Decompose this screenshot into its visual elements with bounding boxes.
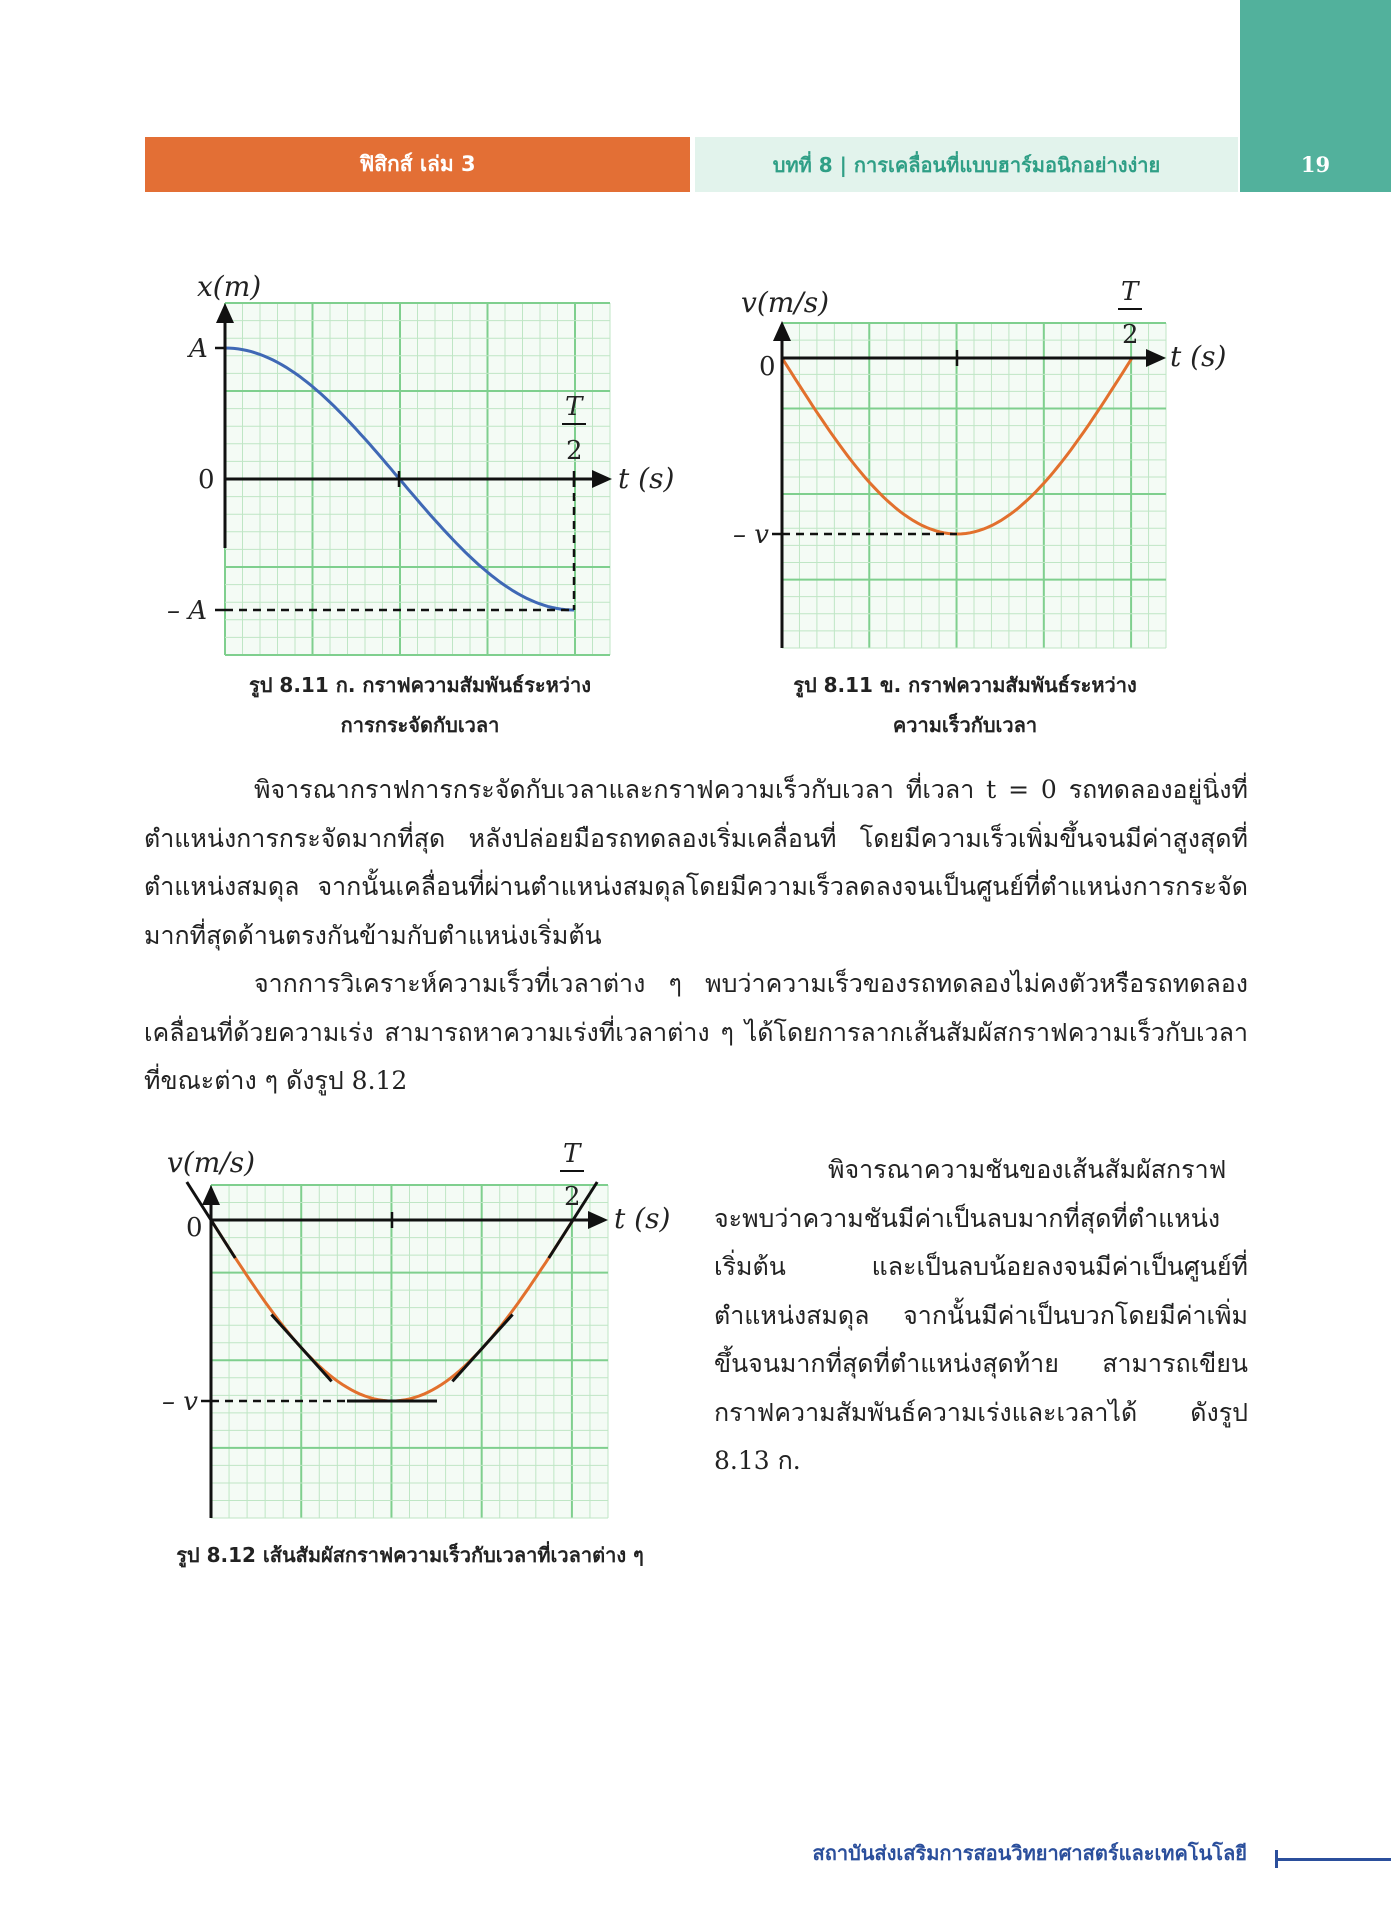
fig-b-x-label: t (s) (1170, 340, 1227, 373)
fig-a-frac-num: T (565, 392, 583, 422)
fig-c-caption: รูป 8.12 เส้นสัมผัสกราฟความเร็วกับเวลาที่เวลาต่าง ๆ (176, 1543, 644, 1567)
fig-b-caption-line2: ความเร็วกับเวลา (892, 713, 1038, 737)
fig-a-x-label: t (s) (618, 462, 675, 495)
fig-c-tick-0: 0 (186, 1213, 203, 1243)
fig-c-y-label: v(m/s) (167, 1146, 256, 1179)
fig-b-caption-line1: รูป 8.11 ข. กราฟความสัมพันธ์ระหว่าง (793, 673, 1137, 697)
fig-a-frac-den: 2 (566, 436, 583, 466)
fig-c-tick-negv: – v (162, 1387, 198, 1417)
footer-institute: สถาบันส่งเสริมการสอนวิทยาศาสตร์และเทคโนโลยี (812, 1841, 1247, 1865)
fig-c-grid (211, 1185, 608, 1518)
fig-c-x-label: t (s) (614, 1202, 671, 1235)
fig-b-frac-num: T (1121, 277, 1139, 307)
fig-b-y-label: v(m/s) (741, 286, 830, 319)
fig-a-y-label: x(m) (197, 270, 262, 303)
fig-a-tick-A: A (189, 334, 208, 364)
fig-b-frac-den: 2 (1122, 320, 1139, 350)
fig-a-tick-0: 0 (198, 465, 215, 495)
footer-line (1275, 1858, 1391, 1861)
fig-b-tick-0: 0 (759, 352, 776, 382)
fig-a-tick-negA: – A (167, 596, 208, 626)
book-title: ฟิสิกส์ เล่ม 3 (145, 137, 690, 192)
fig-c-frac-num: T (563, 1139, 581, 1169)
paragraph-3: พิจารณาความชันของเส้นสัมผัสกราฟจะพบว่าความชันมีค่าเป็นลบมากที่สุดที่ตำแหน่งเริ่มต้น และเป็นลบน้อยลงจนมีค่าเป็นศูนย์ที่ตำแหน่งสมดุล จากนั้นมีค่าเป็นบวกโดยมีค่าเพิ่มขึ้นจนมากที่สุดที่ตำแหน่งสุดท้าย สามารถเขียนกราฟความสัมพันธ์ความเร่งและเวลาได้ ดังรูป 8.13 ก. (714, 1155, 1248, 1475)
paragraph-1: พิจารณากราฟการกระจัดกับเวลาและกราฟความเร็วกับเวลา ที่เวลา t = 0 รถทดลองอยู่นิ่งที่ตำแหน่งการกระจัดมากที่สุด หลังปล่อยมือรถทดลองเริ่มเคลื่อนที่ โดยมีความเร็วเพิ่มขึ้นจนมีค่าสูงสุดที่ตำแหน่งสมดุล จากนั้นเคลื่อนที่ผ่านตำแหน่งสมดุลโดยมีความเร็วลดลงจนเป็นศูนย์ที่ตำแหน่งการกระจัดมากที่สุดด้านตรงกันข้ามกับตำแหน่งเริ่มต้น (144, 775, 1248, 950)
fig-c-frac-den: 2 (564, 1182, 581, 1212)
page-number: 19 (1300, 152, 1331, 177)
fig-a-caption-line2: การกระจัดกับเวลา (340, 713, 500, 737)
fig-a-caption-line1: รูป 8.11 ก. กราฟความสัมพันธ์ระหว่าง (249, 673, 591, 697)
paragraph-2: จากการวิเคราะห์ความเร็วที่เวลาต่าง ๆ พบว่าความเร็วของรถทดลองไม่คงตัวหรือรถทดลองเคลื่อนที่ด้วยความเร่ง สามารถหาความเร่งที่เวลาต่าง ๆ ได้โดยการลากเส้นสัมผัสกราฟความเร็วกับเวลาที่ขณะต่าง ๆ ดังรูป 8.12 (144, 969, 1248, 1095)
chapter-title: บทที่ 8 | การเคลื่อนที่แบบฮาร์มอนิกอย่างง่าย (695, 137, 1238, 192)
fig-b-tick-negv: – v (733, 520, 769, 550)
